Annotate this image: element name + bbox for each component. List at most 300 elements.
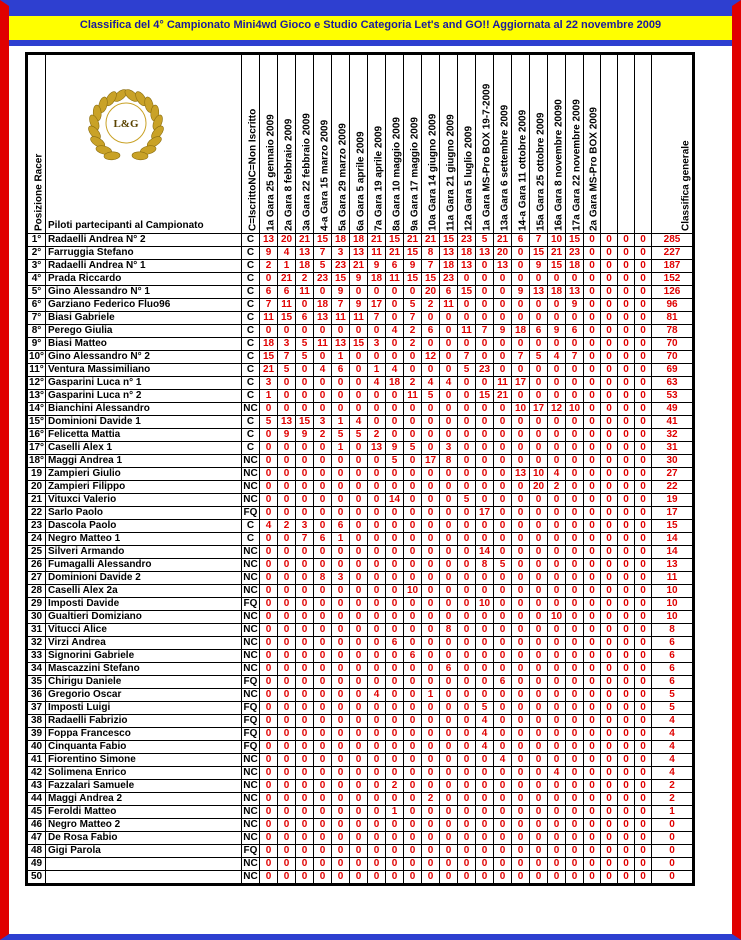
row-score: 0 xyxy=(530,364,548,377)
row-score: 0 xyxy=(296,871,314,884)
row-score: 0 xyxy=(601,429,618,442)
row-score: 0 xyxy=(350,741,368,754)
row-score: 0 xyxy=(566,429,584,442)
row-score: 0 xyxy=(512,702,530,715)
row-total: 6 xyxy=(652,676,693,689)
row-score: 0 xyxy=(260,832,278,845)
row-score: 0 xyxy=(440,429,458,442)
row-score: 0 xyxy=(422,429,440,442)
row-score: 11 xyxy=(386,273,404,286)
row-score: 6 xyxy=(260,286,278,299)
row-score: 0 xyxy=(601,715,618,728)
row-pilot-name: Dascola Paolo xyxy=(46,520,242,533)
row-score: 7 xyxy=(296,533,314,546)
row-score: 0 xyxy=(548,364,566,377)
row-score: 18 xyxy=(458,247,476,260)
row-score: 0 xyxy=(618,455,635,468)
row-score: 0 xyxy=(566,767,584,780)
row-score: 0 xyxy=(601,637,618,650)
row-score: 0 xyxy=(458,585,476,598)
row-score: 18 xyxy=(296,260,314,273)
table-row xyxy=(28,650,693,663)
row-total: 4 xyxy=(652,728,693,741)
row-score: 0 xyxy=(601,533,618,546)
table-row xyxy=(28,494,693,507)
row-score: 0 xyxy=(314,650,332,663)
row-score: 0 xyxy=(494,663,512,676)
row-score: 0 xyxy=(494,455,512,468)
row-score: 0 xyxy=(476,754,494,767)
row-score: 6 xyxy=(296,312,314,325)
row-score: 0 xyxy=(584,273,601,286)
row-score: 0 xyxy=(566,624,584,637)
row-score: 0 xyxy=(566,663,584,676)
row-score: 0 xyxy=(314,728,332,741)
row-score: 0 xyxy=(494,858,512,871)
row-score: 6 xyxy=(332,520,350,533)
row-score: 21 xyxy=(296,234,314,247)
row-score: 0 xyxy=(476,871,494,884)
row-score: 0 xyxy=(618,741,635,754)
row-score: 0 xyxy=(440,676,458,689)
row-score: 14 xyxy=(476,546,494,559)
row-score: 0 xyxy=(278,377,296,390)
row-score: 5 xyxy=(458,494,476,507)
row-score: 0 xyxy=(386,611,404,624)
row-score: 0 xyxy=(635,468,652,481)
row-score: 0 xyxy=(386,871,404,884)
row-score: 0 xyxy=(350,819,368,832)
row-score: 0 xyxy=(494,273,512,286)
row-score: 0 xyxy=(618,390,635,403)
row-score: 0 xyxy=(278,585,296,598)
row-score: 0 xyxy=(278,624,296,637)
row-score: 0 xyxy=(332,715,350,728)
row-score: 23 xyxy=(458,234,476,247)
header-race-7: 7a Gara 19 aprile 2009 xyxy=(368,55,386,234)
row-score: 0 xyxy=(278,390,296,403)
row-score: 0 xyxy=(458,767,476,780)
header-race-6: 6a Gara 5 aprile 2009 xyxy=(350,55,368,234)
row-score: 0 xyxy=(494,715,512,728)
row-score: 0 xyxy=(440,767,458,780)
row-status: FQ xyxy=(242,507,260,520)
row-score: 0 xyxy=(350,572,368,585)
row-pilot-name: Sarlo Paolo xyxy=(46,507,242,520)
row-score: 0 xyxy=(458,507,476,520)
row-score: 0 xyxy=(314,325,332,338)
row-score: 0 xyxy=(458,702,476,715)
row-total: 31 xyxy=(652,442,693,455)
row-score: 0 xyxy=(422,650,440,663)
row-score: 0 xyxy=(548,429,566,442)
row-score: 0 xyxy=(404,286,422,299)
row-score: 5 xyxy=(476,234,494,247)
row-score: 0 xyxy=(601,455,618,468)
row-score: 0 xyxy=(512,858,530,871)
row-score: 0 xyxy=(512,637,530,650)
row-score: 0 xyxy=(548,533,566,546)
row-score: 0 xyxy=(548,572,566,585)
row-score: 0 xyxy=(512,624,530,637)
row-score: 0 xyxy=(296,390,314,403)
row-score: 0 xyxy=(601,546,618,559)
row-score: 0 xyxy=(368,728,386,741)
row-score: 0 xyxy=(350,611,368,624)
row-total: 4 xyxy=(652,767,693,780)
table-row xyxy=(28,546,693,559)
row-score: 15 xyxy=(548,260,566,273)
row-total: 6 xyxy=(652,637,693,650)
row-score: 0 xyxy=(404,741,422,754)
row-status: NC xyxy=(243,637,258,648)
row-score: 0 xyxy=(368,325,386,338)
row-score: 0 xyxy=(314,871,332,884)
row-score: 18 xyxy=(566,260,584,273)
row-score: 0 xyxy=(512,390,530,403)
row-score: 0 xyxy=(404,403,422,416)
row-status: C xyxy=(242,377,260,390)
row-score: 0 xyxy=(404,624,422,637)
row-score: 0 xyxy=(566,676,584,689)
row-score: 0 xyxy=(635,533,652,546)
row-score: 0 xyxy=(635,273,652,286)
row-score: 0 xyxy=(332,754,350,767)
row-score: 0 xyxy=(296,546,314,559)
row-status: C xyxy=(242,260,260,273)
row-pilot-name: De Rosa Fabio xyxy=(46,832,242,845)
row-score: 4 xyxy=(476,741,494,754)
table-row xyxy=(28,676,693,689)
row-score: 0 xyxy=(566,598,584,611)
row-position: 39 xyxy=(28,728,46,741)
row-total: 96 xyxy=(652,299,693,312)
row-score: 0 xyxy=(350,624,368,637)
row-score: 0 xyxy=(601,481,618,494)
row-score: 0 xyxy=(530,715,548,728)
row-score: 0 xyxy=(566,507,584,520)
row-score: 0 xyxy=(618,416,635,429)
row-score: 0 xyxy=(278,481,296,494)
row-position: 18° xyxy=(28,455,45,466)
row-score: 17 xyxy=(476,507,494,520)
row-score: 0 xyxy=(422,403,440,416)
row-score: 0 xyxy=(350,351,368,364)
row-score: 0 xyxy=(278,728,296,741)
row-score: 0 xyxy=(314,793,332,806)
row-score: 0 xyxy=(278,663,296,676)
row-score: 0 xyxy=(458,299,476,312)
row-score: 0 xyxy=(566,481,584,494)
row-score: 0 xyxy=(584,286,601,299)
row-score: 0 xyxy=(386,286,404,299)
row-score: 11 xyxy=(404,390,422,403)
table-row xyxy=(28,416,693,429)
row-score: 0 xyxy=(422,832,440,845)
header-race-3: 3a Gara 22 febbraio 2009 xyxy=(296,55,314,234)
row-score: 0 xyxy=(635,871,652,884)
row-score: 0 xyxy=(368,416,386,429)
row-pilot-name: Gino Alessandro N° 2 xyxy=(46,351,242,364)
header-race-19: 2a Gara MS-Pro BOX 2009 xyxy=(584,55,601,234)
row-score: 9 xyxy=(296,429,314,442)
row-score: 0 xyxy=(314,455,332,468)
row-score: 10 xyxy=(404,585,422,598)
row-pilot-name: Zampieri Giulio xyxy=(46,468,242,481)
row-score: 0 xyxy=(332,663,350,676)
row-score: 0 xyxy=(476,858,494,871)
row-score: 0 xyxy=(584,403,601,416)
row-score: 0 xyxy=(260,871,278,884)
row-score: 0 xyxy=(458,663,476,676)
row-pilot-name: Fazzalari Samuele xyxy=(46,780,242,793)
row-pilot-name: Gigi Parola xyxy=(46,845,242,858)
row-score: 0 xyxy=(476,832,494,845)
row-pilot-name: Gregorio Oscar xyxy=(46,689,242,702)
row-total: 126 xyxy=(652,286,693,299)
row-score: 0 xyxy=(278,793,296,806)
row-total: 0 xyxy=(652,832,693,845)
row-total: 15 xyxy=(652,520,693,533)
row-position: 26 xyxy=(28,559,46,572)
row-score: 1 xyxy=(260,390,278,403)
row-score: 0 xyxy=(368,650,386,663)
row-score: 0 xyxy=(296,507,314,520)
row-score: 0 xyxy=(601,611,618,624)
table-row xyxy=(28,520,693,533)
row-score: 0 xyxy=(314,520,332,533)
row-score: 0 xyxy=(530,845,548,858)
row-score: 0 xyxy=(530,754,548,767)
row-score: 0 xyxy=(512,312,530,325)
row-total: 5 xyxy=(652,702,693,715)
row-score: 18 xyxy=(314,299,332,312)
row-score: 0 xyxy=(584,611,601,624)
row-score: 14 xyxy=(386,494,404,507)
row-score: 0 xyxy=(494,468,512,481)
row-score: 0 xyxy=(404,481,422,494)
row-score: 0 xyxy=(512,247,530,260)
row-score: 7 xyxy=(332,299,350,312)
row-score: 0 xyxy=(476,351,494,364)
header-race-21 xyxy=(618,55,635,234)
row-score: 0 xyxy=(404,364,422,377)
row-score: 0 xyxy=(332,767,350,780)
row-score: 0 xyxy=(350,767,368,780)
row-status: FQ xyxy=(242,845,260,858)
row-score: 0 xyxy=(386,767,404,780)
row-score: 0 xyxy=(494,598,512,611)
row-score: 0 xyxy=(278,676,296,689)
row-score: 6 xyxy=(440,663,458,676)
row-score: 0 xyxy=(260,676,278,689)
row-score: 6 xyxy=(440,286,458,299)
row-score: 0 xyxy=(440,494,458,507)
row-status: C xyxy=(242,247,260,260)
row-score: 0 xyxy=(368,468,386,481)
row-score: 0 xyxy=(404,871,422,884)
row-score: 0 xyxy=(260,429,278,442)
row-status: C xyxy=(242,312,260,325)
row-position: 34 xyxy=(28,663,46,676)
row-score: 0 xyxy=(440,468,458,481)
title-bar xyxy=(9,6,732,40)
row-score: 6 xyxy=(512,234,530,247)
row-score: 20 xyxy=(494,247,512,260)
table-row xyxy=(28,611,693,624)
row-score: 0 xyxy=(530,624,548,637)
row-pilot-name: Dominioni Davide 2 xyxy=(46,572,242,585)
row-total: 69 xyxy=(652,364,693,377)
row-score: 11 xyxy=(440,299,458,312)
row-score: 0 xyxy=(440,312,458,325)
row-score: 0 xyxy=(530,299,548,312)
row-score: 0 xyxy=(332,390,350,403)
row-score: 0 xyxy=(296,442,314,455)
row-score: 0 xyxy=(368,806,386,819)
row-score: 0 xyxy=(635,247,652,260)
row-score: 0 xyxy=(404,845,422,858)
row-score: 0 xyxy=(476,494,494,507)
row-score: 0 xyxy=(332,403,350,416)
row-score: 0 xyxy=(422,819,440,832)
row-pilot-name: Felicetta Mattia xyxy=(46,429,242,442)
row-score: 0 xyxy=(512,676,530,689)
row-score: 0 xyxy=(440,585,458,598)
row-score: 0 xyxy=(260,325,278,338)
row-score: 0 xyxy=(296,494,314,507)
row-total: 19 xyxy=(652,494,693,507)
header-race-4: 4-a Gara 15 marzo 2009 xyxy=(314,55,332,234)
row-score: 5 xyxy=(350,429,368,442)
row-score: 0 xyxy=(458,572,476,585)
row-score: 0 xyxy=(476,403,494,416)
row-score: 4 xyxy=(314,364,332,377)
row-score: 0 xyxy=(548,754,566,767)
row-score: 0 xyxy=(368,598,386,611)
row-score: 5 xyxy=(404,299,422,312)
row-score: 0 xyxy=(601,572,618,585)
row-score: 0 xyxy=(440,520,458,533)
row-score: 0 xyxy=(530,390,548,403)
row-score: 0 xyxy=(422,364,440,377)
row-score: 0 xyxy=(386,572,404,585)
row-score: 0 xyxy=(278,403,296,416)
row-score: 0 xyxy=(296,845,314,858)
row-score: 0 xyxy=(404,455,422,468)
row-score: 0 xyxy=(548,845,566,858)
row-score: 0 xyxy=(350,598,368,611)
row-score: 0 xyxy=(618,468,635,481)
laurel-logo xyxy=(80,77,172,169)
row-status: C xyxy=(242,286,260,299)
row-score: 0 xyxy=(584,715,601,728)
row-score: 0 xyxy=(584,416,601,429)
row-score: 0 xyxy=(350,676,368,689)
row-score: 4 xyxy=(368,689,386,702)
row-position: 13° xyxy=(28,390,45,401)
row-score: 9 xyxy=(548,325,566,338)
row-score: 0 xyxy=(601,663,618,676)
row-score: 0 xyxy=(386,559,404,572)
table-row xyxy=(28,806,693,819)
row-score: 0 xyxy=(458,689,476,702)
row-pilot-name: Imposti Davide xyxy=(46,598,242,611)
row-total: 6 xyxy=(652,650,693,663)
row-score: 0 xyxy=(530,377,548,390)
row-score: 0 xyxy=(566,754,584,767)
row-position: 50 xyxy=(28,871,46,884)
row-score: 0 xyxy=(296,715,314,728)
row-score: 0 xyxy=(260,507,278,520)
row-score: 0 xyxy=(458,455,476,468)
row-score: 0 xyxy=(278,689,296,702)
row-score: 0 xyxy=(332,455,350,468)
row-score: 0 xyxy=(494,338,512,351)
row-position: 11° xyxy=(29,364,44,375)
row-score: 0 xyxy=(635,572,652,585)
row-score: 0 xyxy=(494,741,512,754)
row-score: 0 xyxy=(494,312,512,325)
row-score: 0 xyxy=(260,611,278,624)
row-score: 0 xyxy=(476,650,494,663)
row-score: 0 xyxy=(368,494,386,507)
row-score: 13 xyxy=(512,468,530,481)
row-score: 0 xyxy=(350,689,368,702)
row-score: 21 xyxy=(386,247,404,260)
row-score: 0 xyxy=(296,754,314,767)
row-position: 23 xyxy=(28,520,46,533)
header-race-2: 2a Gara 8 febbraio 2009 xyxy=(278,55,296,234)
row-score: 0 xyxy=(404,676,422,689)
row-score: 0 xyxy=(440,351,458,364)
row-score: 11 xyxy=(278,299,296,312)
row-score: 0 xyxy=(260,650,278,663)
row-score: 0 xyxy=(368,520,386,533)
row-score: 0 xyxy=(350,533,368,546)
row-score: 0 xyxy=(601,728,618,741)
row-score: 0 xyxy=(635,832,652,845)
row-score: 0 xyxy=(422,767,440,780)
row-score: 0 xyxy=(404,858,422,871)
row-total: 4 xyxy=(652,741,693,754)
row-score: 0 xyxy=(458,676,476,689)
row-score: 0 xyxy=(458,442,476,455)
row-status: NC xyxy=(243,832,258,843)
row-score: 0 xyxy=(296,364,314,377)
row-score: 0 xyxy=(601,650,618,663)
row-score: 5 xyxy=(476,702,494,715)
row-score: 6 xyxy=(422,325,440,338)
row-score: 0 xyxy=(260,481,278,494)
row-score: 0 xyxy=(350,715,368,728)
row-pilot-name: Feroldi Matteo xyxy=(46,806,242,819)
row-score: 0 xyxy=(350,364,368,377)
row-score: 0 xyxy=(386,819,404,832)
row-score: 0 xyxy=(404,494,422,507)
row-score: 0 xyxy=(548,741,566,754)
row-score: 0 xyxy=(566,780,584,793)
row-score: 0 xyxy=(618,325,635,338)
row-score: 0 xyxy=(618,260,635,273)
row-score: 0 xyxy=(440,650,458,663)
row-score: 0 xyxy=(368,533,386,546)
row-score: 0 xyxy=(635,312,652,325)
row-score: 21 xyxy=(404,234,422,247)
row-status: NC xyxy=(243,663,258,674)
row-score: 0 xyxy=(618,858,635,871)
standings-grid xyxy=(27,54,693,884)
